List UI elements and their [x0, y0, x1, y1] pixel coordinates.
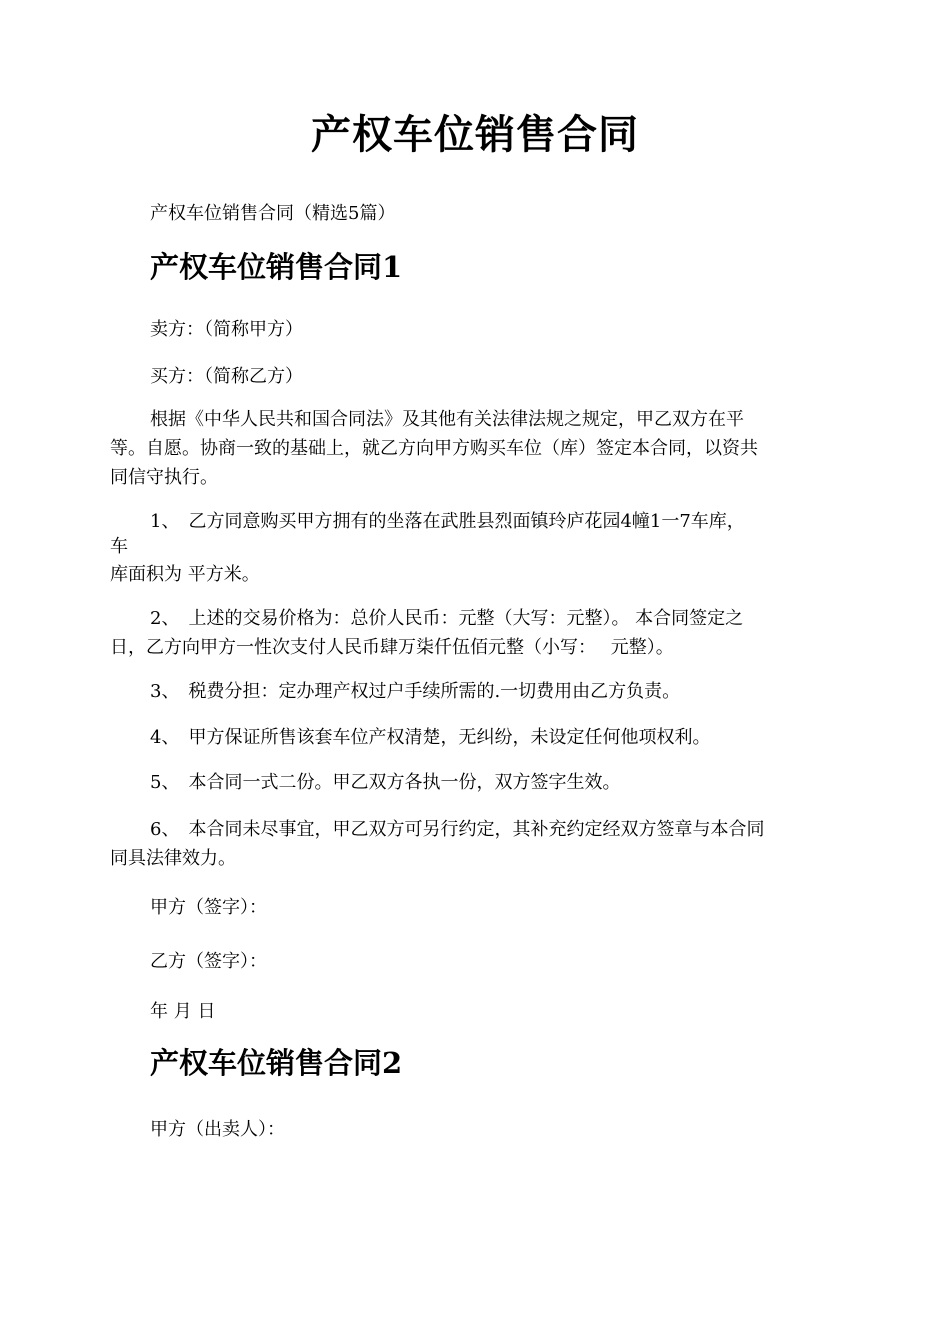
- document-subtitle: 产权车位销售合同（精选5篇）: [150, 203, 396, 224]
- intro-line-3: 同信守执行。: [110, 467, 218, 488]
- clause-2-line-2: 日，乙方向甲方一性次支付人民币肆万柒仟伍佰元整（小写： 元整）。: [110, 637, 674, 658]
- clause-2-line-1: 2、 上述的交易价格为：总价人民币：元整（大写：元整）。 本合同签定之: [150, 608, 744, 629]
- seller-line: 卖方：（简称甲方）: [150, 319, 303, 340]
- clause-6-line-1: 6、 本合同未尽事宜，甲乙双方可另行约定，其补充约定经双方签章与本合同: [150, 819, 765, 840]
- party-a-signature: 甲方（签字）：: [150, 897, 267, 918]
- clause-5: 5、 本合同一式二份。甲乙双方各执一份，双方签字生效。: [150, 772, 621, 793]
- clause-1: [110, 507, 842, 592]
- intro-paragraph: [110, 405, 842, 492]
- clause-2: [110, 604, 842, 662]
- signature-date: 年 月 日: [150, 1001, 216, 1022]
- clause-4: 4、 甲方保证所售该套车位产权清楚，无纠纷，未设定任何他项权利。: [150, 727, 711, 748]
- buyer-line: 买方：（简称乙方）: [150, 366, 303, 387]
- section2-party-a: 甲方（出卖人）：: [150, 1119, 285, 1140]
- clause-1-line-1: 1、 乙方同意购买甲方拥有的坐落在武胜县烈面镇玲庐花园4幢1一7车库，: [150, 511, 745, 532]
- intro-line-2: 等。自愿。协商一致的基础上，就乙方向甲方购买车位（库）签定本合同，以资共: [110, 438, 758, 459]
- section1-heading: 产权车位销售合同1: [150, 250, 403, 284]
- intro-line-1: 根据《中华人民共和国合同法》及其他有关法律法规之规定，甲乙双方在平: [150, 409, 744, 430]
- section2-heading: 产权车位销售合同2: [150, 1046, 403, 1080]
- clause-1-line-2: 车: [110, 536, 128, 557]
- clause-6-line-2: 同具法律效力。: [110, 848, 236, 869]
- clause-3: 3、 税费分担：定办理产权过户手续所需的.一切费用由乙方负责。: [150, 681, 681, 702]
- clause-1-line-3: 库面积为 平方米。: [110, 564, 260, 585]
- clause-6: [110, 815, 842, 873]
- document-title: 产权车位销售合同: [311, 111, 639, 158]
- party-b-signature: 乙方（签字）：: [150, 951, 267, 972]
